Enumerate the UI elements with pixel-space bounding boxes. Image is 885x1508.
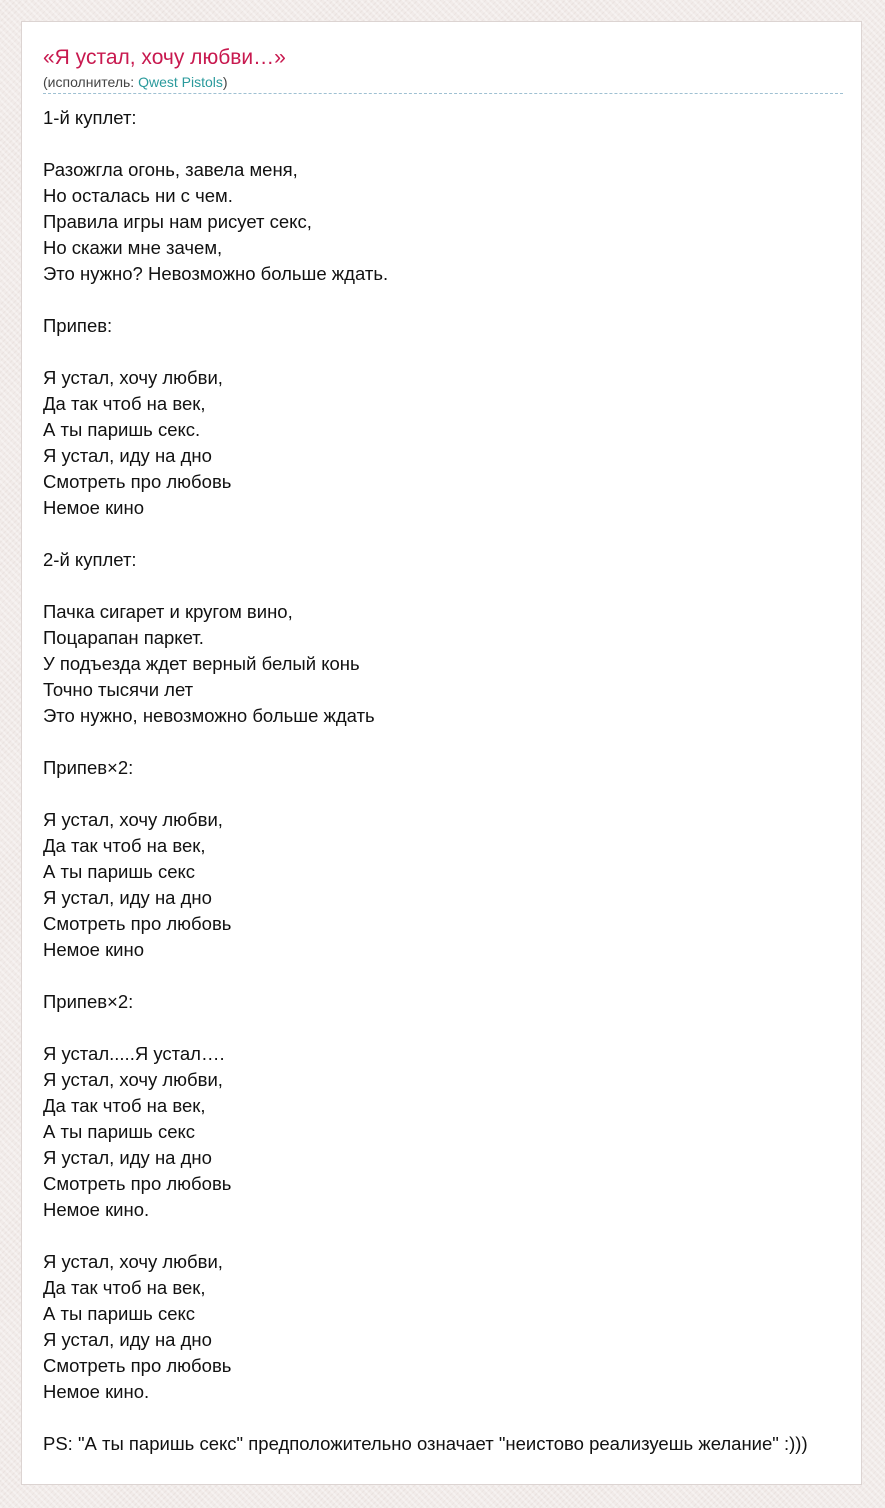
lyric-blank-line [43, 729, 885, 755]
artist-link[interactable]: Qwest Pistols [138, 74, 223, 90]
lyric-blank-line [43, 1223, 885, 1249]
artist-prefix: (исполнитель: [43, 74, 139, 90]
lyric-line: Припев: [43, 315, 113, 336]
lyric-line: Смотреть про любовь [43, 913, 232, 934]
lyric-line: Точно тысячи лет [43, 679, 194, 700]
song-title: «Я устал, хочу любви…» [43, 46, 286, 69]
lyric-line: PS: "А ты паришь секс" предположительно означает "неистово реализуешь желание" :))) [43, 1433, 808, 1454]
lyric-line: Немое кино [43, 497, 145, 518]
lyric-line: А ты паришь секс [43, 861, 196, 882]
lyric-line: Это нужно, невозможно больше ждать [43, 705, 375, 726]
lyric-line: Я устал, иду на дно [43, 445, 212, 466]
lyric-blank-line [43, 339, 885, 365]
lyric-blank-line [43, 287, 885, 313]
lyric-line: Смотреть про любовь [43, 1355, 232, 1376]
lyric-line: Правила игры нам рисует секс, [43, 211, 312, 232]
lyric-line: А ты паришь секс [43, 1303, 196, 1324]
lyric-blank-line [43, 131, 885, 157]
lyric-blank-line [43, 963, 885, 989]
lyric-line: Припев×2: [43, 991, 134, 1012]
lyric-line: Но скажи мне зачем, [43, 237, 223, 258]
artist-suffix: ) [222, 74, 228, 90]
lyric-line: Немое кино. [43, 1381, 150, 1402]
lyric-blank-line [43, 1015, 885, 1041]
lyric-line: Разожгла огонь, завела меня, [43, 159, 298, 180]
lyric-line: Я устал, иду на дно [43, 1147, 212, 1168]
lyric-line: Я устал, хочу любви, [43, 1251, 223, 1272]
lyric-line: Я устал, иду на дно [43, 1329, 212, 1350]
lyric-line: Да так чтоб на век, [43, 393, 206, 414]
lyric-line: Смотреть про любовь [43, 471, 232, 492]
lyric-line: Это нужно? Невозможно больше ждать. [43, 263, 389, 284]
lyric-line: Я устал.....Я устал…. [43, 1043, 225, 1064]
lyric-line: А ты паришь секс [43, 1121, 196, 1142]
lyric-line: 1-й куплет: [43, 107, 137, 128]
lyric-line: Смотреть про любовь [43, 1173, 232, 1194]
lyric-blank-line [43, 521, 885, 547]
lyric-line: Я устал, хочу любви, [43, 809, 223, 830]
lyric-line: Поцарапан паркет. [43, 627, 204, 648]
lyric-line: Да так чтоб на век, [43, 835, 206, 856]
lyrics-text [43, 105, 885, 1457]
lyric-blank-line [43, 781, 885, 807]
lyric-line: Да так чтоб на век, [43, 1095, 206, 1116]
lyric-line: Я устал, хочу любви, [43, 367, 223, 388]
title-divider [43, 93, 843, 94]
lyric-line: Немое кино [43, 939, 145, 960]
lyric-line: Немое кино. [43, 1199, 150, 1220]
artist-line [43, 73, 228, 91]
lyric-line: У подъезда ждет верный белый конь [43, 653, 360, 674]
lyric-line: Пачка сигарет и кругом вино, [43, 601, 293, 622]
lyric-line: Но осталась ни с чем. [43, 185, 233, 206]
lyric-line: А ты паришь секс. [43, 419, 201, 440]
lyric-line: Да так чтоб на век, [43, 1277, 206, 1298]
lyric-line: Я устал, хочу любви, [43, 1069, 223, 1090]
lyric-blank-line [43, 573, 885, 599]
lyric-blank-line [43, 1405, 885, 1431]
lyrics-card [21, 21, 862, 1485]
lyric-line: 2-й куплет: [43, 549, 137, 570]
lyric-line: Припев×2: [43, 757, 134, 778]
lyric-line: Я устал, иду на дно [43, 887, 212, 908]
